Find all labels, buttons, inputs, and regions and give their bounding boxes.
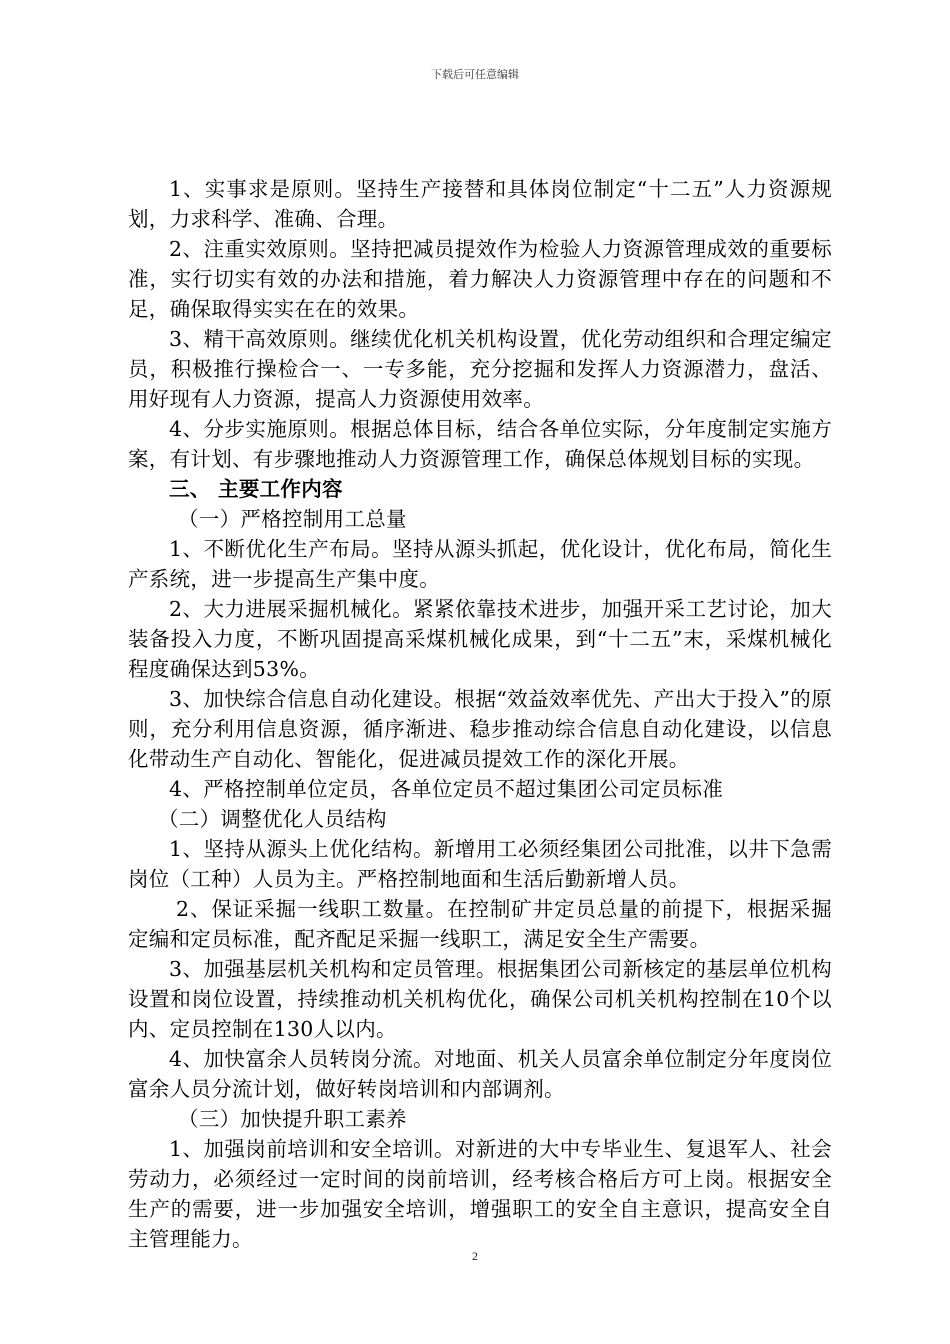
paragraph-1-4: 4、严格控制单位定员，各单位定员不超过集团公司定员标准 xyxy=(169,777,724,801)
paragraph-principle-3: 3、精干高效原则。继续优化机关机构设置，优化劳动组织和合理定编定员，积极推行操检合一、一专多能，充分挖掘和发挥人力资源潜力，盘活、用好现有人力资源，提高人力资源使用效率。 xyxy=(128,327,832,411)
subheading-2: （二）调整优化人员结构 xyxy=(158,807,387,831)
page-header: 下载后可任意编辑 xyxy=(431,68,519,81)
paragraph-3-1: 1、加强岗前培训和安全培训。对新进的大中专毕业生、复退军人、社会劳动力，必须经过一定时间的岗前培训，经考核合格后方可上岗。根据安全生产的需要，进一步加强安全培训，增强职工的安全自主意识，提高安全自主管理能力。 xyxy=(128,1137,832,1251)
subheading-3: （三）加快提升职工素养 xyxy=(178,1107,407,1131)
section-heading-3: 三、 主要工作内容 xyxy=(169,477,343,501)
paragraph-1-3: 3、加快综合信息自动化建设。根据“效益效率优先、产出大于投入”的原则，充分利用信息资源，循序渐进、稳步推动综合信息自动化建设，以信息化带动生产自动化、智能化，促进减员提效工作的深化开展。 xyxy=(128,687,832,771)
paragraph-2-2: 2、保证采掘一线职工数量。在控制矿井定员总量的前提下，根据采掘定编和定员标准，配齐配足采掘一线职工，满足安全生产需要。 xyxy=(128,897,832,951)
paragraph-2-1: 1、坚持从源头上优化结构。新增用工必须经集团公司批准，以井下急需岗位（工种）人员为主。严格控制地面和生活后勤新增人员。 xyxy=(128,837,832,891)
paragraph-1-2: 2、大力进展采掘机械化。紧紧依靠技术进步，加强开采工艺讨论，加大装备投入力度，不断巩固提高采煤机械化成果，到“十二五”末，采煤机械化程度确保达到53%。 xyxy=(128,597,832,681)
paragraph-2-4: 4、加快富余人员转岗分流。对地面、机关人员富余单位制定分年度岗位富余人员分流计划，做好转岗培训和内部调剂。 xyxy=(128,1047,832,1101)
subheading-1: （一）严格控制用工总量 xyxy=(178,507,407,531)
page-number: 2 xyxy=(472,1249,478,1263)
paragraph-principle-4: 4、分步实施原则。根据总体目标，结合各单位实际，分年度制定实施方案，有计划、有步骤地推动人力资源管理工作，确保总体规划目标的实现。 xyxy=(128,417,832,471)
paragraph-principle-1: 1、实事求是原则。坚持生产接替和具体岗位制定“十二五”人力资源规划，力求科学、准确、合理。 xyxy=(128,177,832,231)
paragraph-1-1: 1、不断优化生产布局。坚持从源头抓起，优化设计，优化布局，简化生产系统，进一步提高生产集中度。 xyxy=(128,537,832,591)
paragraph-principle-2: 2、注重实效原则。坚持把减员提效作为检验人力资源管理成效的重要标准，实行切实有效的办法和措施，着力解决人力资源管理中存在的问题和不足，确保取得实实在在的效果。 xyxy=(128,237,832,321)
document-body xyxy=(128,174,832,1254)
paragraph-2-3: 3、加强基层机关机构和定员管理。根据集团公司新核定的基层单位机构设置和岗位设置，持续推动机关机构优化，确保公司机关机构控制在10个以内、定员控制在130人以内。 xyxy=(128,957,832,1041)
